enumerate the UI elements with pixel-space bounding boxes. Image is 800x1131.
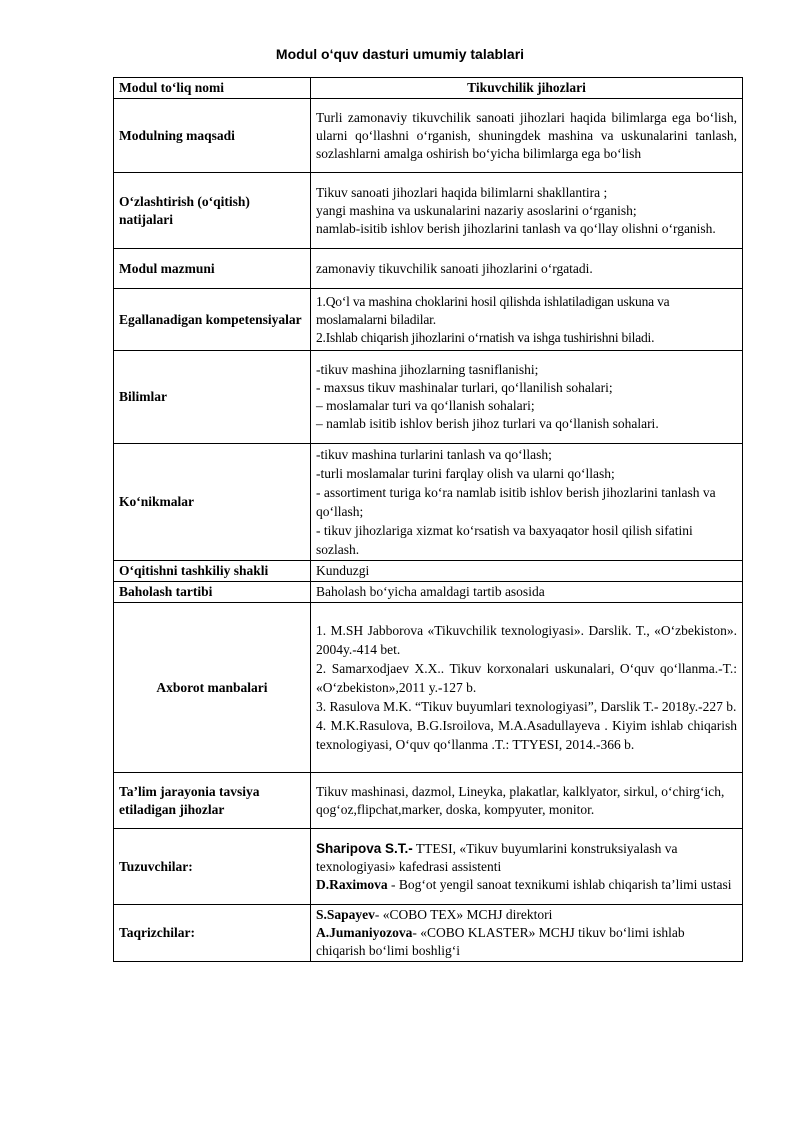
skill-item: - tikuv jihozlariga xizmat ko‘rsatish va baxyaqator hosil qilish sifatini sozlash. — [316, 523, 693, 557]
row-assessment — [114, 582, 743, 603]
value-form: Kunduzgi — [311, 561, 743, 582]
source-item: 3. Rasulova M.K. “Tikuv buyumlari texnologiyasi”, Darslik T.- 2018y.-227 b. — [316, 699, 737, 714]
label-module-name: Modul to‘liq nomi — [114, 78, 311, 99]
value-reviewers — [311, 905, 743, 962]
row-reviewers — [114, 905, 743, 962]
equipment-text: Tikuv mashinasi, dazmol, Lineyka, plakatlar, kalklyator, sirkul, o‘chirg‘ich, qog‘oz,flipchat,marker, doska, kompyuter, monitor. — [316, 783, 725, 817]
value-authors — [311, 829, 743, 905]
row-module-name — [114, 78, 743, 99]
label-reviewers: Taqrizchilar: — [114, 905, 311, 962]
value-sources — [311, 603, 743, 773]
label-results: O‘zlashtirish (o‘qitish) natijalari — [114, 173, 311, 249]
row-knowledge — [114, 351, 743, 444]
value-equipment — [311, 773, 743, 829]
row-authors — [114, 829, 743, 905]
author-entry — [316, 840, 737, 876]
value-knowledge — [311, 351, 743, 444]
author-name: D.Raximova — [316, 876, 388, 892]
label-competencies: Egallanadigan kompetensiyalar — [114, 289, 311, 351]
skill-item: -tikuv mashina turlarini tanlash va qo‘llash; — [316, 447, 552, 462]
author-name: Sharipova S.T.- — [316, 840, 413, 856]
results-line: yangi mashina va uskunalarini nazariy asoslarini o‘rganish; — [316, 202, 637, 218]
label-knowledge: Bilimlar — [114, 351, 311, 444]
row-goal — [114, 99, 743, 173]
label-goal: Modulning maqsadi — [114, 99, 311, 173]
value-content: zamonaviy tikuvchilik sanoati jihozlarini o‘rgatadi. — [311, 249, 743, 289]
label-authors: Tuzuvchilar: — [114, 829, 311, 905]
value-skills — [311, 444, 743, 561]
label-assessment: Baholash tartibi — [114, 582, 311, 603]
label-form: O‘qitishni tashkiliy shakli — [114, 561, 311, 582]
value-results — [311, 173, 743, 249]
module-requirements-table — [113, 77, 743, 962]
source-item: 1. M.SH Jabborova «Tikuvchilik texnologiyasi». Darslik. T., «O‘zbekiston». 2004y.-414 bet. — [316, 623, 737, 657]
results-line: namlab-isitib ishlov berish jihozlarini tanlash va qo‘llay olishni o‘rganish. — [316, 220, 716, 236]
reviewer-name: A.Jumaniyozova — [316, 925, 413, 940]
author-entry — [316, 876, 737, 894]
source-item: 4. M.K.Rasulova, B.G.Isroilova, M.A.Asadullayeva . Kiyim ishlab chiqarish texnologiyasi, O‘quv qo‘llanma .T.: TTYESI, 2014.-366 b. — [316, 718, 737, 752]
label-sources: Axborot manbalari — [114, 603, 311, 773]
reviewer-name: S.Sapayev — [316, 907, 375, 922]
row-skills — [114, 444, 743, 561]
row-equipment — [114, 773, 743, 829]
label-content: Modul mazmuni — [114, 249, 311, 289]
competency-item: 1.Qo‘l va mashina choklarini hosil qilishda ishlatiladigan uskuna va moslamalarni biladilar. — [316, 293, 670, 327]
value-assessment: Baholash bo‘yicha amaldagi tartib asosida — [311, 582, 743, 603]
skill-item: -turli moslamalar turini farqlay olish va ularni qo‘llash; — [316, 466, 615, 481]
reviewer-position: - «COBO TEX» MCHJ direktori — [374, 907, 553, 922]
label-equipment: Ta’lim jarayonia tavsiya etiladigan jihozlar — [114, 773, 311, 829]
knowledge-item: – moslamalar turi va qo‘llanish sohalari; — [316, 398, 535, 413]
reviewer-entry — [316, 906, 737, 924]
document-title: Modul o‘quv dasturi umumiy talablari — [275, 46, 525, 62]
competency-item: 2.Ishlab chiqarish jihozlarini o‘rnatish va ishga tushirishni biladi. — [316, 329, 655, 345]
reviewer-position: - «COBO KLASTER» MCHJ tikuv bo‘limi ishlab chiqarish bo‘limi boshlig‘i — [316, 925, 685, 958]
value-competencies — [311, 289, 743, 351]
skill-item: - assortiment turiga ko‘ra namlab isitib ishlov berish jihozlarini tanlash va qo‘llash; — [316, 485, 716, 519]
source-item: 2. Samarxodjaev X.X.. Tikuv korxonalari uskunalari, O‘quv qo‘llanma.-T.: «O‘zbekiston»,2011 y.-127 b. — [316, 661, 737, 695]
row-content — [114, 249, 743, 289]
value-goal — [311, 99, 743, 173]
knowledge-item: - maxsus tikuv mashinalar turlari, qo‘llanilish sohalari; — [316, 380, 613, 395]
row-results — [114, 173, 743, 249]
label-skills: Ko‘nikmalar — [114, 444, 311, 561]
value-module-name: Tikuvchilik jihozlari — [311, 78, 743, 99]
goal-text: Turli zamonaviy tikuvchilik sanoati jihozlari haqida bilimlarga ega bo‘lish, ularni qo‘llashni o‘rganish, shuningdek mashina va uskunalarini tanlash, sozlashlarni amalga oshirish bo‘yicha bilimlarga ega bo‘lish — [316, 109, 737, 161]
knowledge-item: – namlab isitib ishlov berish jihoz turlari va qo‘llanish sohalari. — [316, 416, 659, 431]
author-position: - Bog‘ot yengil sanoat texnikumi ishlab chiqarish ta’limi ustasi — [387, 876, 732, 892]
row-form — [114, 561, 743, 582]
row-competencies — [114, 289, 743, 351]
row-sources — [114, 603, 743, 773]
author-position: TTESI, «Tikuv buyumlarini konstruksiyalash va texnologiyasi» kafedrasi assistenti — [316, 840, 678, 874]
results-line: Tikuv sanoati jihozlari haqida bilimlarni shakllantira ; — [316, 184, 608, 200]
knowledge-item: -tikuv mashina jihozlarning tasniflanishi; — [316, 362, 539, 377]
reviewer-entry — [316, 924, 737, 960]
